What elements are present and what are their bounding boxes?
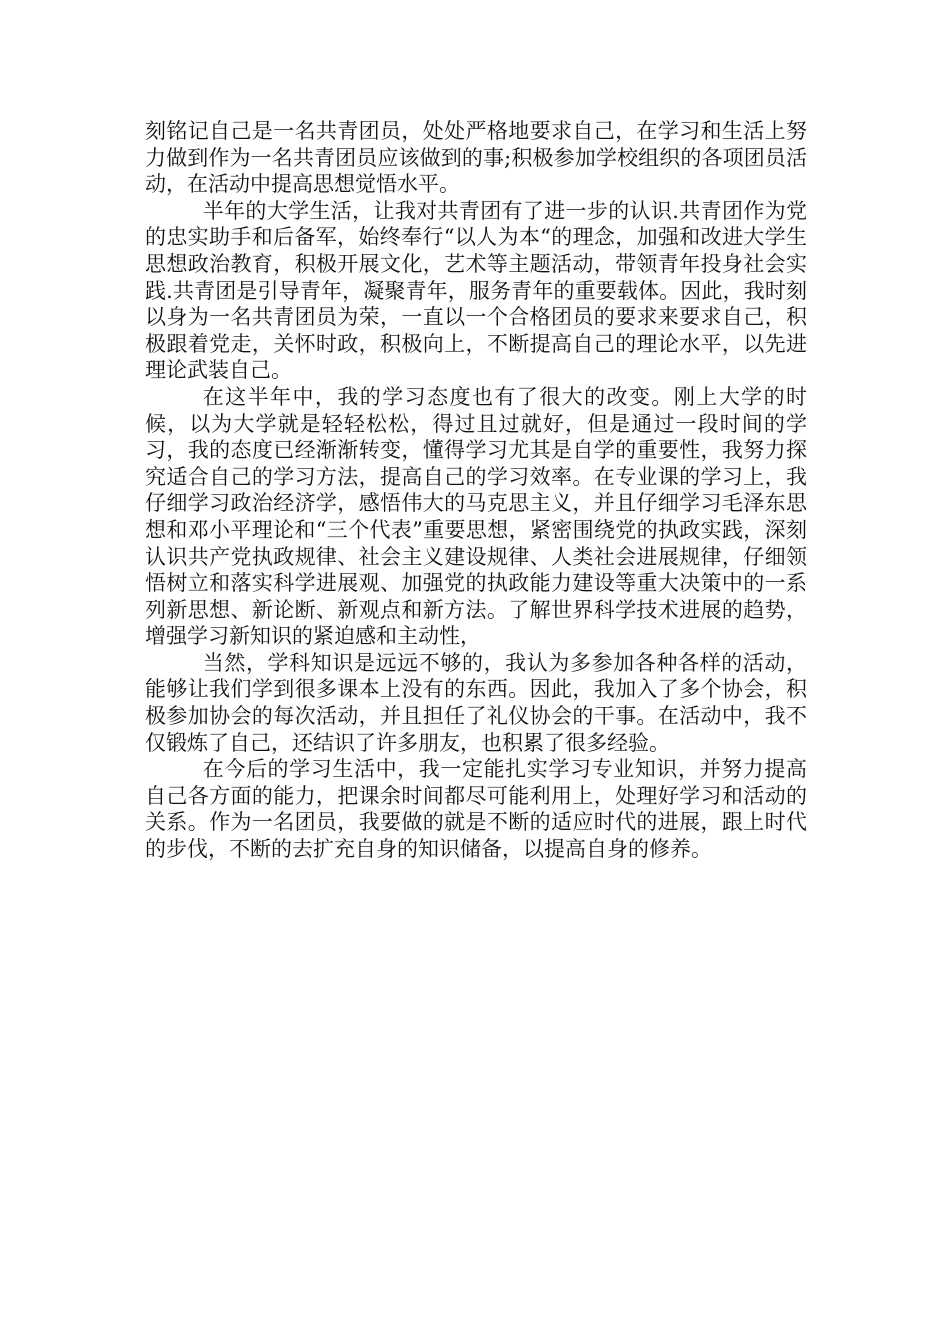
paragraph-4: 当然，学科知识是远远不够的，我认为多参加各种各样的活动，能够让我们学到很多课本上没有的东西。因此，我加入了多个协会，积极参加协会的每次活动，并且担任了礼仪协会的干事。在活动中，我不仅锻炼了自己，还结识了许多朋友，也积累了很多经验。: [145, 650, 807, 755]
paragraph-2: 半年的大学生活，让我对共青团有了进一步的认识.共青团作为党的忠实助手和后备军，始终奉行“以人为本“的理念，加强和改进大学生思想政治教育，积极开展文化，艺术等主题活动，带领青年投身社会实践.共青团是引导青年，凝聚青年，服务青年的重要载体。因此，我时刻以身为一名共青团员为荣，一直以一个合格团员的要求来要求自己，积极跟着党走，关怀时政，积极向上，不断提高自己的理论水平，以先进理论武装自己。: [145, 198, 807, 383]
paragraph-3: 在这半年中，我的学习态度也有了很大的改变。刚上大学的时候，以为大学就是轻轻松松，得过且过就好，但是通过一段时间的学习，我的态度已经渐渐转变，懂得学习尤其是自学的重要性，我努力探究适合自己的学习方法，提高自己的学习效率。在专业课的学习上，我仔细学习政治经济学，感悟伟大的马克思主义，并且仔细学习毛泽东思想和邓小平理论和“三个代表”重要思想，紧密围绕党的执政实践，深刻认识共产党执政规律、社会主义建设规律、人类社会进展规律，仔细领悟树立和落实科学进展观、加强党的执政能力建设等重大决策中的一系列新思想、新论断、新观点和新方法。了解世界科学技术进展的趋势，增强学习新知识的紧迫感和主动性，: [145, 384, 807, 649]
paragraph-1: 刻铭记自己是一名共青团员，处处严格地要求自己，在学习和生活上努力做到作为一名共青团员应该做到的事;积极参加学校组织的各项团员活动，在活动中提高思想觉悟水平。: [145, 119, 807, 197]
paragraph-5: 在今后的学习生活中，我一定能扎实学习专业知识，并努力提高自己各方面的能力，把课余时间都尽可能利用上，处理好学习和活动的关系。作为一名团员，我要做的就是不断的适应时代的进展，跟上时代的步伐，不断的去扩充自身的知识储备，以提高自身的修养。: [145, 757, 807, 862]
document-body: [145, 118, 807, 863]
